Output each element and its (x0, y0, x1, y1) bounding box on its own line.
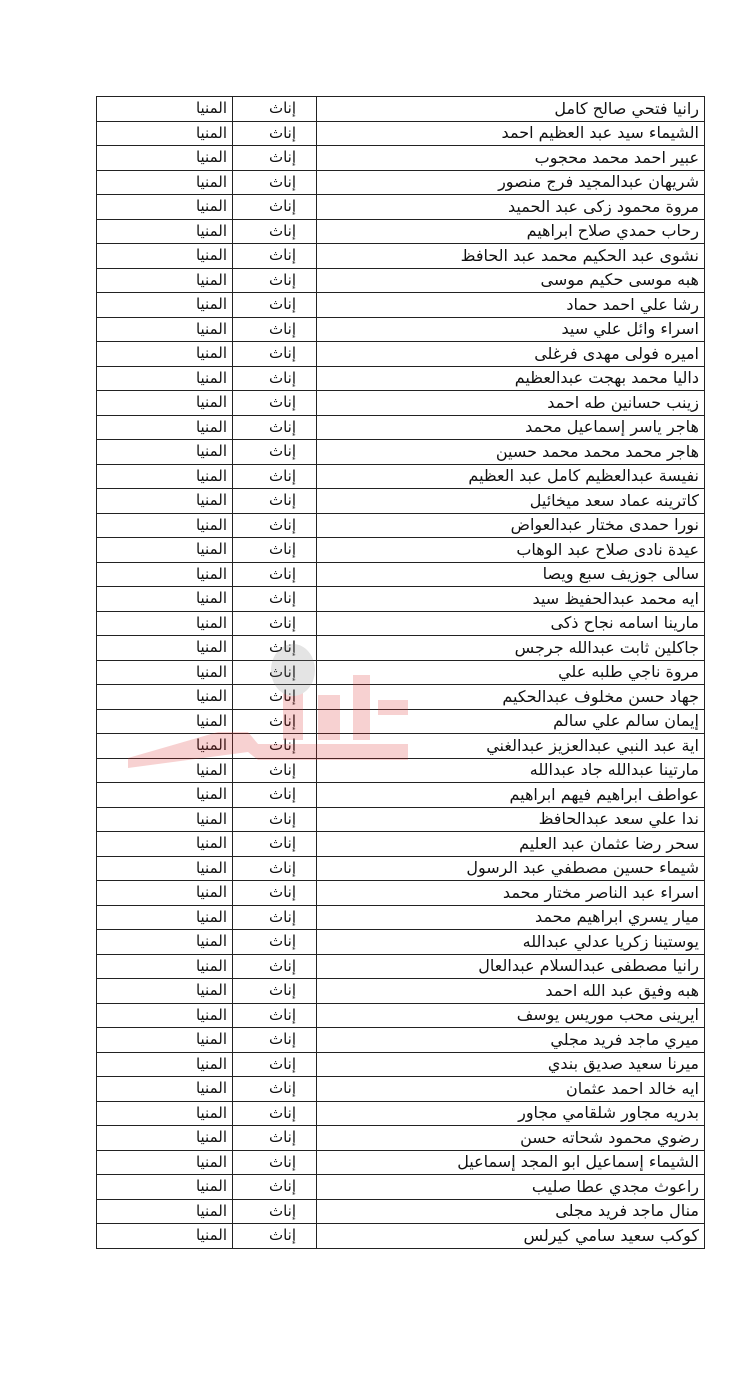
name-cell: اسراء وائل علي سيد (317, 317, 705, 342)
governorate-cell: المنيا (97, 366, 233, 391)
table-row (97, 195, 706, 220)
name-cell: عبير احمد محمد محجوب (317, 146, 705, 171)
name-cell: سالى جوزيف سبع ويصا (317, 562, 705, 587)
row-edge-cell (705, 1052, 706, 1077)
table-row (97, 856, 706, 881)
governorate-cell: المنيا (97, 489, 233, 514)
governorate-cell: المنيا (97, 513, 233, 538)
table-row (97, 440, 706, 465)
gender-cell: إناث (233, 195, 317, 220)
name-cell: ندا علي سعد عبدالحافظ (317, 807, 705, 832)
name-cell: يوستينا زكريا عدلي عبدالله (317, 930, 705, 955)
table-row (97, 758, 706, 783)
row-edge-cell (705, 489, 706, 514)
governorate-cell: المنيا (97, 244, 233, 269)
row-edge-cell (705, 1224, 706, 1249)
name-cell: مارينا اسامه نجاح ذكى (317, 611, 705, 636)
gender-cell: إناث (233, 1224, 317, 1249)
gender-cell: إناث (233, 905, 317, 930)
row-edge-cell (705, 1150, 706, 1175)
name-cell: مارتينا عبدالله جاد عبدالله (317, 758, 705, 783)
name-cell: نشوى عبد الحكيم محمد عبد الحافظ (317, 244, 705, 269)
gender-cell: إناث (233, 317, 317, 342)
name-cell: داليا محمد بهجت عبدالعظيم (317, 366, 705, 391)
table-row (97, 1175, 706, 1200)
governorate-cell: المنيا (97, 1028, 233, 1053)
gender-cell: إناث (233, 1175, 317, 1200)
gender-cell: إناث (233, 807, 317, 832)
names-table-body (97, 97, 706, 1249)
name-cell: زينب حسانين طه احمد (317, 391, 705, 416)
name-cell: ايه محمد عبدالحفيظ سيد (317, 587, 705, 612)
name-cell: ايرينى محب موريس يوسف (317, 1003, 705, 1028)
row-edge-cell (705, 464, 706, 489)
table-row (97, 1003, 706, 1028)
row-edge-cell (705, 1126, 706, 1151)
row-edge-cell (705, 979, 706, 1004)
name-cell: إيمان سالم علي سالم (317, 709, 705, 734)
governorate-cell: المنيا (97, 587, 233, 612)
table-row (97, 538, 706, 563)
row-edge-cell (705, 513, 706, 538)
name-cell: نفيسة عبدالعظيم كامل عبد العظيم (317, 464, 705, 489)
name-cell: هبه وفيق عبد الله احمد (317, 979, 705, 1004)
governorate-cell: المنيا (97, 1077, 233, 1102)
row-edge-cell (705, 170, 706, 195)
row-edge-cell (705, 832, 706, 857)
name-cell: رشا علي احمد حماد (317, 293, 705, 318)
row-edge-cell (705, 121, 706, 146)
table-row (97, 415, 706, 440)
gender-cell: إناث (233, 832, 317, 857)
row-edge-cell (705, 1003, 706, 1028)
gender-cell: إناث (233, 758, 317, 783)
governorate-cell: المنيا (97, 1175, 233, 1200)
row-edge-cell (705, 415, 706, 440)
gender-cell: إناث (233, 881, 317, 906)
governorate-cell: المنيا (97, 219, 233, 244)
gender-cell: إناث (233, 562, 317, 587)
name-cell: نورا حمدى مختار عبدالعواض (317, 513, 705, 538)
name-cell: عيدة نادى صلاح عبد الوهاب (317, 538, 705, 563)
governorate-cell: المنيا (97, 562, 233, 587)
table-row (97, 464, 706, 489)
name-cell: رانيا مصطفى عبدالسلام عبدالعال (317, 954, 705, 979)
table-row (97, 1028, 706, 1053)
gender-cell: إناث (233, 979, 317, 1004)
governorate-cell: المنيا (97, 1101, 233, 1126)
row-edge-cell (705, 538, 706, 563)
gender-cell: إناث (233, 930, 317, 955)
table-row (97, 1126, 706, 1151)
row-edge-cell (705, 562, 706, 587)
table-row (97, 930, 706, 955)
row-edge-cell (705, 146, 706, 171)
row-edge-cell (705, 685, 706, 710)
gender-cell: إناث (233, 636, 317, 661)
gender-cell: إناث (233, 97, 317, 122)
row-edge-cell (705, 1077, 706, 1102)
governorate-cell: المنيا (97, 856, 233, 881)
gender-cell: إناث (233, 856, 317, 881)
gender-cell: إناث (233, 293, 317, 318)
name-cell: رحاب حمدي صلاح ابراهيم (317, 219, 705, 244)
governorate-cell: المنيا (97, 391, 233, 416)
gender-cell: إناث (233, 783, 317, 808)
table-row (97, 317, 706, 342)
table-row (97, 366, 706, 391)
row-edge-cell (705, 293, 706, 318)
table-row (97, 342, 706, 367)
row-edge-cell (705, 709, 706, 734)
table-row (97, 611, 706, 636)
gender-cell: إناث (233, 121, 317, 146)
name-cell: منال ماجد فريد مجلى (317, 1199, 705, 1224)
governorate-cell: المنيا (97, 1052, 233, 1077)
names-table (96, 96, 705, 1249)
name-cell: ايه خالد احمد عثمان (317, 1077, 705, 1102)
gender-cell: إناث (233, 415, 317, 440)
gender-cell: إناث (233, 538, 317, 563)
table-row (97, 709, 706, 734)
row-edge-cell (705, 317, 706, 342)
table-row (97, 587, 706, 612)
row-edge-cell (705, 219, 706, 244)
name-cell: عواطف ابراهيم فيهم ابراهيم (317, 783, 705, 808)
table-row (97, 293, 706, 318)
gender-cell: إناث (233, 1199, 317, 1224)
governorate-cell: المنيا (97, 783, 233, 808)
governorate-cell: المنيا (97, 832, 233, 857)
row-edge-cell (705, 660, 706, 685)
row-edge-cell (705, 1199, 706, 1224)
row-edge-cell (705, 758, 706, 783)
governorate-cell: المنيا (97, 293, 233, 318)
governorate-cell: المنيا (97, 758, 233, 783)
row-edge-cell (705, 268, 706, 293)
governorate-cell: المنيا (97, 146, 233, 171)
table-row (97, 97, 706, 122)
gender-cell: إناث (233, 464, 317, 489)
name-cell: رضوي محمود شحاته حسن (317, 1126, 705, 1151)
table-row (97, 391, 706, 416)
governorate-cell: المنيا (97, 807, 233, 832)
gender-cell: إناث (233, 1052, 317, 1077)
gender-cell: إناث (233, 734, 317, 759)
table-row (97, 268, 706, 293)
gender-cell: إناث (233, 489, 317, 514)
row-edge-cell (705, 856, 706, 881)
governorate-cell: المنيا (97, 979, 233, 1004)
governorate-cell: المنيا (97, 268, 233, 293)
name-cell: كاترينه عماد سعد ميخائيل (317, 489, 705, 514)
table-row (97, 1101, 706, 1126)
table-row (97, 219, 706, 244)
row-edge-cell (705, 905, 706, 930)
name-cell: هاجر ياسر إسماعيل محمد (317, 415, 705, 440)
table-row (97, 660, 706, 685)
gender-cell: إناث (233, 1028, 317, 1053)
table-row (97, 1077, 706, 1102)
governorate-cell: المنيا (97, 685, 233, 710)
gender-cell: إناث (233, 611, 317, 636)
governorate-cell: المنيا (97, 440, 233, 465)
table-row (97, 881, 706, 906)
gender-cell: إناث (233, 1126, 317, 1151)
gender-cell: إناث (233, 954, 317, 979)
gender-cell: إناث (233, 170, 317, 195)
governorate-cell: المنيا (97, 195, 233, 220)
governorate-cell: المنيا (97, 317, 233, 342)
row-edge-cell (705, 1175, 706, 1200)
name-cell: جهاد حسن مخلوف عبدالحكيم (317, 685, 705, 710)
gender-cell: إناث (233, 1101, 317, 1126)
row-edge-cell (705, 734, 706, 759)
gender-cell: إناث (233, 146, 317, 171)
gender-cell: إناث (233, 244, 317, 269)
governorate-cell: المنيا (97, 1224, 233, 1249)
table-row (97, 121, 706, 146)
governorate-cell: المنيا (97, 660, 233, 685)
table-row (97, 1052, 706, 1077)
governorate-cell: المنيا (97, 930, 233, 955)
row-edge-cell (705, 342, 706, 367)
gender-cell: إناث (233, 342, 317, 367)
row-edge-cell (705, 954, 706, 979)
table-row (97, 1150, 706, 1175)
name-cell: بدريه مجاور شلقامي مجاور (317, 1101, 705, 1126)
row-edge-cell (705, 930, 706, 955)
name-cell: ميار يسري ابراهيم محمد (317, 905, 705, 930)
name-cell: اية عبد النبي عبدالعزيز عبدالغني (317, 734, 705, 759)
row-edge-cell (705, 1101, 706, 1126)
gender-cell: إناث (233, 1003, 317, 1028)
row-edge-cell (705, 97, 706, 122)
row-edge-cell (705, 366, 706, 391)
row-edge-cell (705, 783, 706, 808)
governorate-cell: المنيا (97, 97, 233, 122)
gender-cell: إناث (233, 587, 317, 612)
name-cell: شيماء حسين مصطفي عبد الرسول (317, 856, 705, 881)
governorate-cell: المنيا (97, 170, 233, 195)
governorate-cell: المنيا (97, 881, 233, 906)
governorate-cell: المنيا (97, 342, 233, 367)
name-cell: رانيا فتحي صالح كامل (317, 97, 705, 122)
row-edge-cell (705, 440, 706, 465)
name-cell: مروة ناجي طلبه علي (317, 660, 705, 685)
gender-cell: إناث (233, 366, 317, 391)
governorate-cell: المنيا (97, 636, 233, 661)
table-row (97, 170, 706, 195)
table-row (97, 513, 706, 538)
gender-cell: إناث (233, 440, 317, 465)
gender-cell: إناث (233, 1077, 317, 1102)
name-cell: شريهان عبدالمجيد فرج منصور (317, 170, 705, 195)
row-edge-cell (705, 807, 706, 832)
table-row (97, 954, 706, 979)
table-row (97, 146, 706, 171)
gender-cell: إناث (233, 1150, 317, 1175)
governorate-cell: المنيا (97, 1003, 233, 1028)
name-cell: جاكلين ثابت عبدالله جرجس (317, 636, 705, 661)
row-edge-cell (705, 636, 706, 661)
name-cell: الشيماء إسماعيل ابو المجد إسماعيل (317, 1150, 705, 1175)
table-row (97, 489, 706, 514)
gender-cell: إناث (233, 391, 317, 416)
table-row (97, 1199, 706, 1224)
governorate-cell: المنيا (97, 709, 233, 734)
governorate-cell: المنيا (97, 415, 233, 440)
name-cell: راعوث مجدي عطا صليب (317, 1175, 705, 1200)
table-row (97, 905, 706, 930)
row-edge-cell (705, 244, 706, 269)
row-edge-cell (705, 881, 706, 906)
name-cell: سحر رضا عثمان عبد العليم (317, 832, 705, 857)
governorate-cell: المنيا (97, 1150, 233, 1175)
governorate-cell: المنيا (97, 954, 233, 979)
governorate-cell: المنيا (97, 1199, 233, 1224)
table-row (97, 244, 706, 269)
governorate-cell: المنيا (97, 121, 233, 146)
gender-cell: إناث (233, 660, 317, 685)
table-row (97, 979, 706, 1004)
table-row (97, 1224, 706, 1249)
table-row (97, 562, 706, 587)
gender-cell: إناث (233, 268, 317, 293)
table-row (97, 685, 706, 710)
row-edge-cell (705, 195, 706, 220)
governorate-cell: المنيا (97, 734, 233, 759)
name-cell: هبه موسى حكيم موسى (317, 268, 705, 293)
gender-cell: إناث (233, 513, 317, 538)
row-edge-cell (705, 587, 706, 612)
name-cell: مروة محمود زكى عبد الحميد (317, 195, 705, 220)
gender-cell: إناث (233, 219, 317, 244)
name-cell: كوكب سعيد سامي كيرلس (317, 1224, 705, 1249)
gender-cell: إناث (233, 685, 317, 710)
governorate-cell: المنيا (97, 1126, 233, 1151)
governorate-cell: المنيا (97, 611, 233, 636)
name-cell: الشيماء سيد عبد العظيم احمد (317, 121, 705, 146)
name-cell: اميره فولى مهدى فرغلى (317, 342, 705, 367)
table-row (97, 636, 706, 661)
row-edge-cell (705, 1028, 706, 1053)
governorate-cell: المنيا (97, 464, 233, 489)
table-row (97, 832, 706, 857)
table-row (97, 783, 706, 808)
row-edge-cell (705, 391, 706, 416)
row-edge-cell (705, 611, 706, 636)
governorate-cell: المنيا (97, 538, 233, 563)
gender-cell: إناث (233, 709, 317, 734)
table-row (97, 734, 706, 759)
name-cell: هاجر محمد محمد محمد حسين (317, 440, 705, 465)
table-row (97, 807, 706, 832)
name-cell: ميرنا سعيد صديق بندي (317, 1052, 705, 1077)
name-cell: اسراء عبد الناصر مختار محمد (317, 881, 705, 906)
governorate-cell: المنيا (97, 905, 233, 930)
name-cell: ميري ماجد فريد مجلي (317, 1028, 705, 1053)
